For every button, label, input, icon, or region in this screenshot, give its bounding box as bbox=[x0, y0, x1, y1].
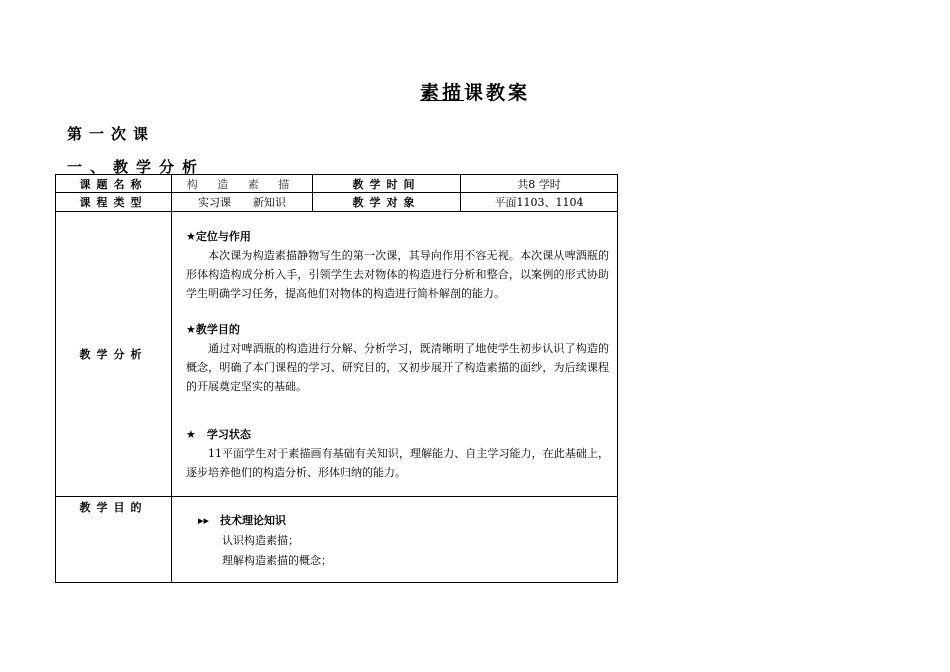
course-title-label: 课题名称 bbox=[56, 175, 172, 193]
objectives-content bbox=[172, 497, 618, 583]
document-title bbox=[0, 78, 950, 105]
title-underlined: 素描 bbox=[419, 82, 464, 104]
teaching-purpose-text: 通过对啤酒瓶的构造进行分解、分析学习，既清晰明了地使学生初步认识了构造的概念，明确了本门课程的学习、研究目的，又初步展开了构造素描的面纱，为后续课程的开展奠定坚实的基础。 bbox=[186, 342, 609, 393]
section-heading: 一、教学分析 bbox=[67, 158, 206, 176]
table-row bbox=[56, 497, 618, 583]
positioning-heading: ★定位与作用 bbox=[186, 230, 251, 243]
table-row bbox=[56, 193, 618, 212]
objectives-heading-line bbox=[172, 511, 617, 531]
course-title-value: 构 造 素 描 bbox=[172, 175, 313, 193]
objectives-label: 教学目的 bbox=[56, 497, 172, 583]
analysis-label: 教学分析 bbox=[56, 212, 172, 497]
table-row bbox=[56, 212, 618, 497]
list-item: 理解构造素描的概念； bbox=[222, 554, 332, 567]
table-row bbox=[56, 175, 618, 193]
title-rest: 课教案 bbox=[464, 82, 531, 104]
course-type-label: 课程类型 bbox=[56, 193, 172, 212]
lesson-plan-table bbox=[55, 174, 618, 583]
teaching-target-label: 教学对象 bbox=[313, 193, 461, 212]
learning-status-text: 11平面学生对于素描画有基础有关知识，理解能力、自主学习能力，在此基础上，逐步培养他们的构造分析、形体归纳的能力。 bbox=[186, 447, 609, 479]
teaching-time-label: 教学时间 bbox=[313, 175, 461, 193]
course-type-value: 实习课 新知识 bbox=[172, 193, 313, 212]
analysis-content bbox=[172, 212, 618, 497]
learning-status-heading: ★ 学习状态 bbox=[186, 428, 251, 441]
teaching-purpose-heading: ★教学目的 bbox=[186, 323, 240, 336]
teaching-time-value: 共8 学时 bbox=[461, 175, 618, 193]
lesson-heading: 第一次课 bbox=[67, 125, 156, 143]
positioning-text: 本次课为构造素描静物写生的第一次课，其导向作用不容无视。本次课从啤酒瓶的形体构造构成分析入手，引领学生去对物体的构造进行分析和整合，以案例的形式协助学生明确学习任务，提高他们对物体的构造进行简朴解剖的能力。 bbox=[186, 249, 609, 300]
list-item: 认识构造素描； bbox=[222, 534, 299, 547]
objectives-heading: 技术理论知识 bbox=[220, 514, 286, 527]
teaching-target-value: 平面1103、1104 bbox=[461, 193, 618, 212]
double-arrow-icon: ▸▸ bbox=[198, 514, 210, 527]
